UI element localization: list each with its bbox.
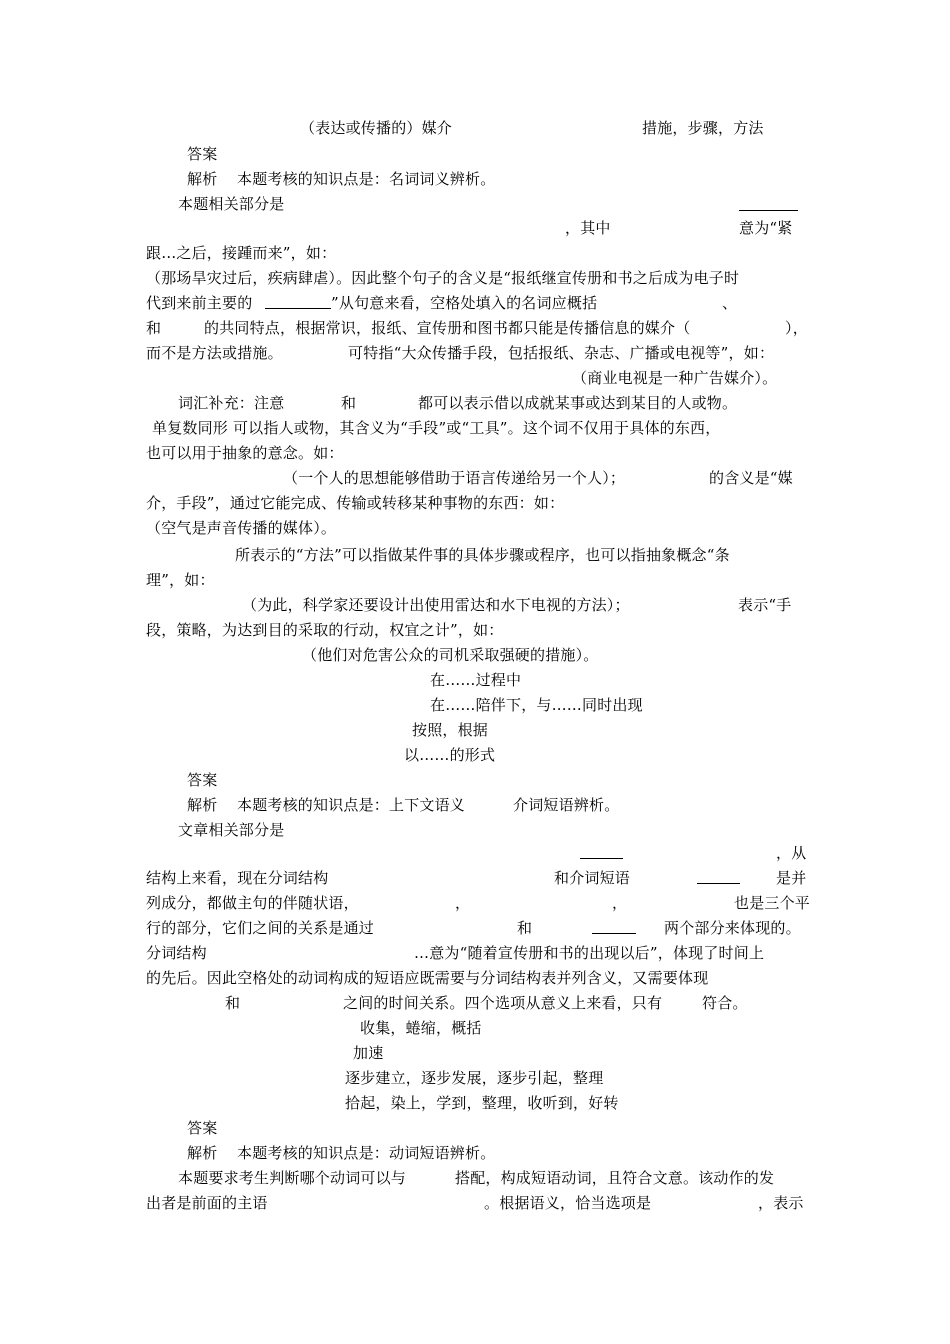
q2-cong: ，从	[776, 844, 807, 862]
q2-analysis-label: 解析	[187, 796, 218, 814]
q2-lie-d: 也是三个平	[734, 894, 811, 912]
q1-vocab-c: 都可以表示借以成就某事或达到某目的人或物。	[418, 394, 738, 412]
blank-underline	[265, 308, 331, 309]
q1-he-c: ），	[785, 319, 808, 337]
q1-analysis-text: 本题考核的知识点是：名词词义辨析。	[237, 170, 496, 188]
q1-li: 理”，如：	[146, 571, 215, 589]
q1-option-b: （表达或传播的）媒介	[300, 119, 453, 137]
q2-analysis-b: 介词短语辨析。	[513, 796, 620, 814]
q1-vocab-a: 词汇补充：注意	[178, 394, 285, 412]
q2-xianhou: 的先后。因此空格处的动词构成的短语应既需要与分词结构表并列含义，又需要体现	[146, 969, 709, 987]
q1-related-part: 本题相关部分是	[178, 195, 285, 213]
blank-underline	[739, 210, 798, 211]
q1-he-b: 的共同特点，根据常识，报纸、宣传册和图书都只能是传播信息的媒介（	[204, 319, 691, 337]
q2-analysis-a: 本题考核的知识点是：上下文语义	[237, 796, 466, 814]
q3-chu-a: 出者是前面的主语	[146, 1194, 268, 1212]
q2-fenci-a: 分词结构	[146, 944, 207, 962]
q1-analysis-label: 解析	[187, 170, 218, 188]
q1-vocab-b: 和	[341, 394, 357, 412]
blank-underline	[592, 933, 636, 934]
q1-yige-b: 的含义是“媒	[709, 469, 793, 487]
q3-option-d: 拾起，染上，学到，整理，收听到，好转	[345, 1094, 619, 1112]
q1-er-b: 可特指“大众传播手段，包括报纸、杂志、广播或电视等”，如：	[348, 344, 775, 362]
q3-option-c: 逐步建立，逐步发展，逐步引起，整理	[345, 1069, 604, 1087]
q3-yaoqiu-b: 搭配，构成短语动词，且符合文意。该动作的发	[455, 1169, 775, 1187]
q2-lie-a: 列成分，都做主句的伴随状语，	[146, 894, 359, 912]
q3-analysis-label: 解析	[187, 1144, 218, 1162]
blank-underline	[580, 858, 623, 859]
q1-suobiao: 所表示的“方法”可以指做某件事的具体步骤或程序，也可以指抽象概念“条	[235, 546, 730, 564]
q1-tamen: （他们对危害公众的司机采取强硬的措施）。	[302, 646, 599, 664]
q1-weici-b: 表示“手	[738, 596, 792, 614]
q1-answer-label: 答案	[187, 145, 218, 163]
q1-he-a: 和	[146, 319, 162, 337]
q1-qizhong: ，其中	[565, 219, 611, 237]
q2-xing-a: 行的部分，它们之间的关系是通过	[146, 919, 375, 937]
q2-jiegou-b: 和介词短语	[554, 869, 631, 887]
q2-option-a: 在……过程中	[430, 671, 522, 689]
q1-option-d: 措施，步骤，方法	[642, 119, 764, 137]
q2-xing-c: 两个部分来体现的。	[664, 919, 801, 937]
q3-option-b: 加速	[353, 1044, 384, 1062]
q1-shangye: （商业电视是一种广告媒介）。	[572, 369, 778, 387]
q2-option-d: 以……的形式	[404, 746, 496, 764]
q3-chu-b: 。根据语义，恰当选项是	[484, 1194, 652, 1212]
q2-lie-c: ，	[612, 894, 628, 912]
q2-he-a: 和	[225, 994, 241, 1012]
q1-yige-a: （一个人的思想能够借助于语言传递给另一个人）；	[283, 469, 626, 487]
q3-yaoqiu-a: 本题要求考生判断哪个动词可以与	[178, 1169, 407, 1187]
q1-weici-a: （为此，科学家还要设计出使用雷达和水下电视的方法）；	[242, 596, 630, 614]
q2-he-c: 符合。	[702, 994, 748, 1012]
q1-danfu: 单复数同形 可以指人或物，其含义为“手段”或“工具”。这个词不仅用于具体的东西，	[152, 419, 721, 437]
q3-chu-c: ，表示	[758, 1194, 804, 1212]
q2-jiegou-a: 结构上来看，现在分词结构	[146, 869, 329, 887]
q1-dailai-b: ”从句意来看，空格处填入的名词应概括	[331, 294, 598, 312]
q1-naachang: （那场旱灾过后，疾病肆虐）。因此整个句子的含义是“报纸继宣传册和书之后成为电子时	[146, 269, 740, 287]
q3-answer-label: 答案	[187, 1119, 218, 1137]
q1-genzhihou: 跟…之后，接踵而来”，如：	[146, 244, 337, 262]
q1-kongqi: （空气是声音传播的媒体）。	[146, 519, 337, 537]
q1-jie: 介，手段”，通过它能完成、传输或转移某种事物的东西：如：	[146, 494, 565, 512]
q2-he-b: 之间的时间关系。四个选项从意义上来看，只有	[343, 994, 663, 1012]
q1-yeke: 也可以用于抽象的意念。如：	[146, 444, 344, 462]
q2-fenci-b: …意为“随着宣传册和书的出现以后”，体现了时间上	[414, 944, 765, 962]
q3-option-a: 收集，蜷缩，概括	[360, 1019, 482, 1037]
q1-jin: 意为“紧	[739, 219, 793, 237]
q2-related-part: 文章相关部分是	[178, 821, 285, 839]
q3-analysis-text: 本题考核的知识点是：动词短语辨析。	[237, 1144, 496, 1162]
blank-underline	[697, 883, 740, 884]
q2-option-c: 按照，根据	[412, 721, 489, 739]
q2-option-b: 在……陪伴下，与……同时出现	[430, 696, 643, 714]
q2-lie-b: ，	[455, 894, 471, 912]
q2-jiegou-c: 是并	[776, 869, 807, 887]
q1-duan: 段，策略，为达到目的采取的行动，权宜之计”，如：	[146, 621, 504, 639]
q1-er-a: 而不是方法或措施。	[146, 344, 283, 362]
q2-answer-label: 答案	[187, 771, 218, 789]
q1-dailai-a: 代到来前主要的	[146, 294, 253, 312]
q2-xing-b: 和	[517, 919, 533, 937]
q1-dailai-c: 、	[722, 294, 738, 312]
